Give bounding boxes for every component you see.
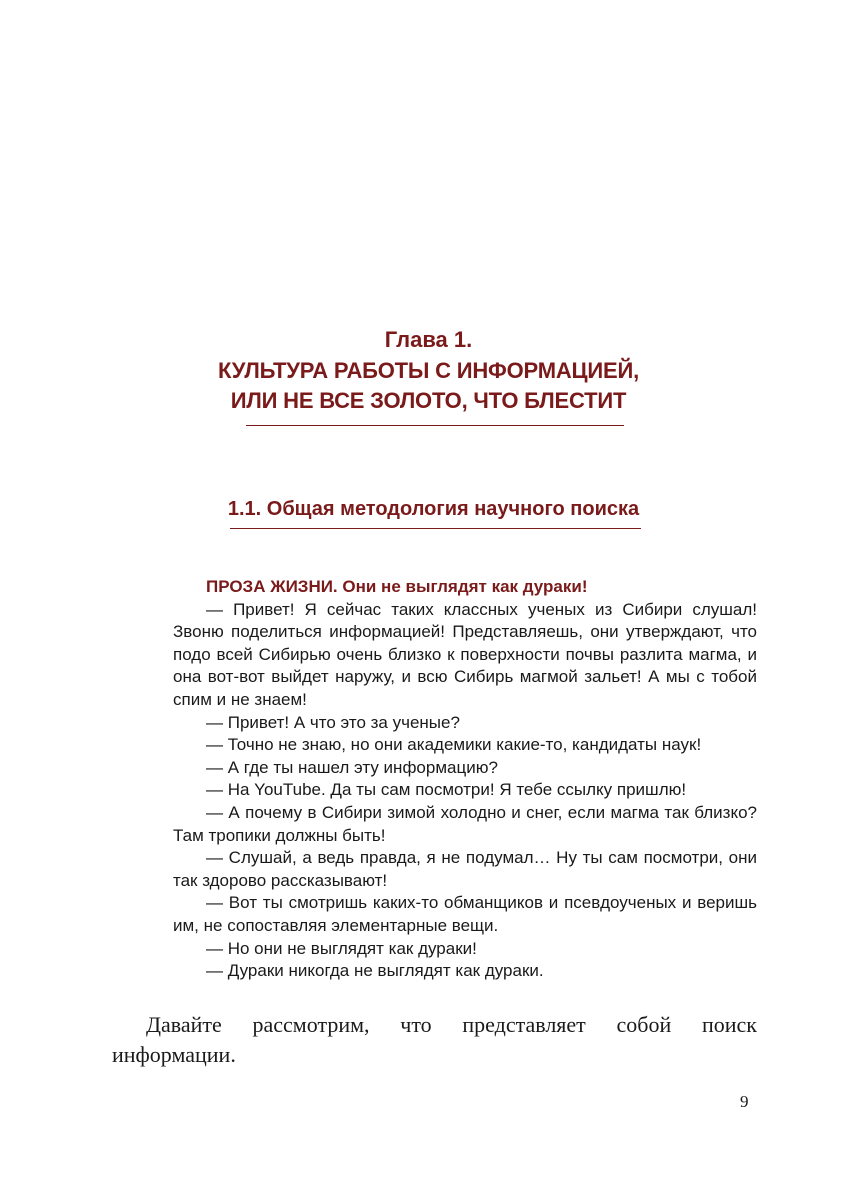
prose-heading: ПРОЗА ЖИЗНИ. Они не выглядят как дураки! (206, 577, 588, 596)
section-underline (230, 528, 641, 529)
prose-paragraph: — А где ты нашел эту информацию? (206, 757, 498, 777)
prose-paragraph: — Вот ты смотришь каких-то обманщиков и псевдоученых и веришь им, не сопоставляя элементарные вещи. (173, 893, 757, 935)
prose-paragraph: — А почему в Сибири зимой холодно и снег, если магма так близко? Там тропики должны быть! (173, 802, 757, 845)
prose-box (173, 576, 757, 983)
prose-paragraph: — Слушай, а ведь правда, я не подумал… Ну ты сам посмотри, они так здорово рассказывают! (173, 848, 757, 890)
chapter-title-line-1: КУЛЬТУРА РАБОТЫ С ИНФОРМАЦИЕЙ, (217, 358, 640, 383)
chapter-heading (0, 324, 857, 416)
prose-paragraph: — Но они не выглядят как дураки! (206, 938, 477, 958)
chapter-title-line-2: ИЛИ НЕ ВСЕ ЗОЛОТО, ЧТО БЛЕСТИТ (230, 388, 627, 413)
section-title: 1.1. Общая методология научного поиска (227, 498, 640, 520)
prose-paragraph: — Точно не знаю, но они академики какие-то, кандидаты наук! (206, 735, 702, 755)
prose-paragraph: — Привет! Я сейчас таких классных ученых из Сибири слушал! Звоню поделиться информацией! Представляешь, они утверждают, что подо всей Сибирью очень близко к поверхности почвы разлита магма, и она вот-вот выйдет наружу, и всю Сибирь магмой зальет! А мы с тобой спим и не знаем! (173, 599, 757, 709)
prose-paragraph: — На YouTube. Да ты сам посмотри! Я тебе ссылку пришлю! (206, 780, 687, 800)
prose-paragraph: — Дураки никогда не выглядят как дураки. (206, 961, 544, 981)
prose-paragraph: — Привет! А что это за ученые? (206, 712, 460, 732)
chapter-number: Глава 1. (384, 327, 473, 352)
main-text (112, 1010, 757, 1070)
chapter-underline (246, 425, 624, 426)
main-paragraph: Давайте рассмотрим, что представляет собой поиск информации. (112, 1012, 757, 1067)
page-number: 9 (740, 1092, 749, 1111)
